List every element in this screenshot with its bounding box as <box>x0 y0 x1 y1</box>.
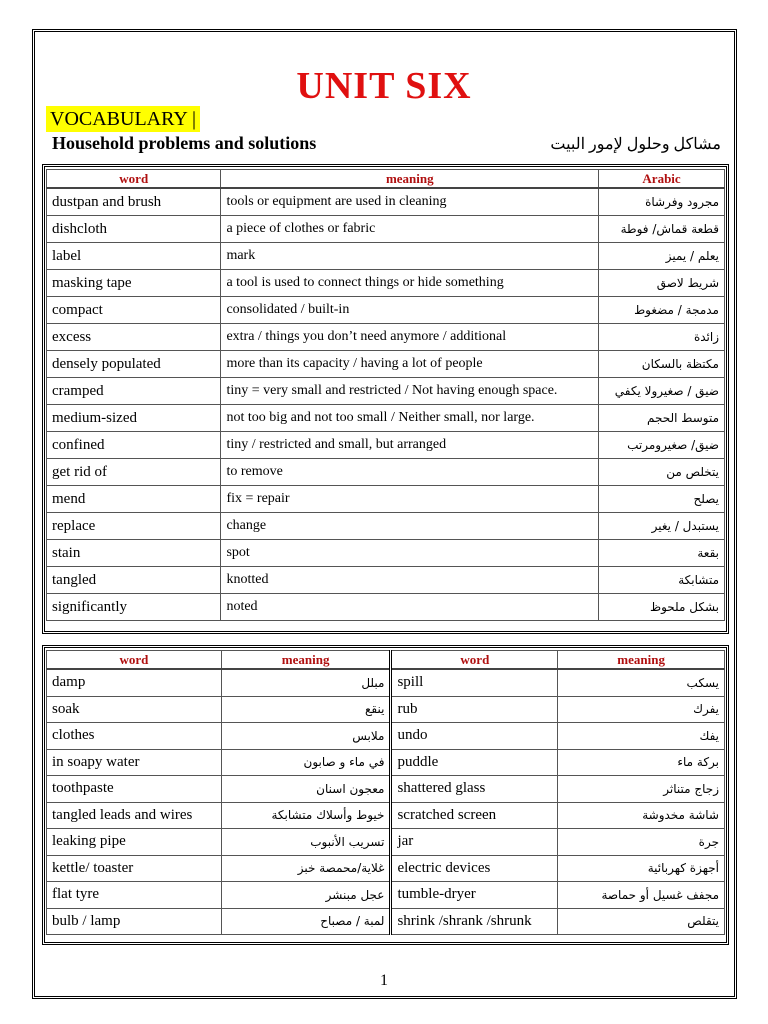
arabic-cell: بقعة <box>599 540 725 567</box>
table-row <box>47 459 725 486</box>
table-row <box>47 908 725 935</box>
word-cell-right: puddle <box>391 749 558 776</box>
meaning-cell: knotted <box>221 567 599 594</box>
meaning-cell-left: لمبة / مصباح <box>221 908 391 935</box>
arabic-cell: ضيق/ صغيرومرتب <box>599 432 725 459</box>
header-meaning: meaning <box>221 170 599 189</box>
unit-title: UNIT SIX <box>296 65 472 107</box>
arabic-cell: مدمجة / مضغوط <box>599 297 725 324</box>
word-cell-left: leaking pipe <box>47 829 222 856</box>
meaning-cell: spot <box>221 540 599 567</box>
word-cell-left: flat tyre <box>47 882 222 909</box>
table-row <box>47 696 725 723</box>
word-cell: label <box>47 243 221 270</box>
vocabulary-table <box>46 169 725 621</box>
word-cell-right: rub <box>391 696 558 723</box>
table-row <box>47 513 725 540</box>
table-row <box>47 297 725 324</box>
subtitle: Household problems and solutions <box>52 133 317 153</box>
arabic-cell: مجرود وفرشاة <box>599 188 725 216</box>
meaning-cell-left: غلاية/محمصة خبز <box>221 855 391 882</box>
word-cell: excess <box>47 324 221 351</box>
table-row <box>47 188 725 216</box>
meaning-cell-left: تسريب الأنبوب <box>221 829 391 856</box>
meaning-cell-left: ينقع <box>221 696 391 723</box>
table-header-row <box>47 651 725 670</box>
word-cell-right: spill <box>391 669 558 696</box>
meaning-cell-right: يتقلص <box>558 908 725 935</box>
arabic-cell: ضيق / صغيرولا يكفي <box>599 378 725 405</box>
word-cell-right: tumble-dryer <box>391 882 558 909</box>
word-cell-left: damp <box>47 669 222 696</box>
meaning-cell: extra / things you don’t need anymore / additional <box>221 324 599 351</box>
table-row <box>47 405 725 432</box>
meaning-cell: consolidated / built-in <box>221 297 599 324</box>
word-cell-right: shattered glass <box>391 776 558 803</box>
arabic-cell: مكتظة بالسكان <box>599 351 725 378</box>
meaning-cell-right: أجهزة كهربائية <box>558 855 725 882</box>
word-cell: dishcloth <box>47 216 221 243</box>
word-cell-right: undo <box>391 723 558 750</box>
meaning-cell: tiny / restricted and small, but arranged <box>221 432 599 459</box>
meaning-cell-right: يفك <box>558 723 725 750</box>
word-cell-right: jar <box>391 829 558 856</box>
word-cell: stain <box>47 540 221 567</box>
word-cell-right: scratched screen <box>391 802 558 829</box>
arabic-cell: زائدة <box>599 324 725 351</box>
arabic-cell: بشكل ملحوظ <box>599 594 725 621</box>
table-row <box>47 243 725 270</box>
word-cell: mend <box>47 486 221 513</box>
arabic-cell: يصلح <box>599 486 725 513</box>
subtitle-arabic: مشاكل وحلول لإمور البيت <box>550 136 721 153</box>
word-cell: significantly <box>47 594 221 621</box>
meaning-cell-left: مبلل <box>221 669 391 696</box>
meaning-cell-left: خيوط وأسلاك متشابكة <box>221 802 391 829</box>
table-row <box>47 324 725 351</box>
word-cell: medium-sized <box>47 405 221 432</box>
meaning-cell-left: عجل مبنشر <box>221 882 391 909</box>
meaning-cell: to remove <box>221 459 599 486</box>
meaning-cell-right: يسكب <box>558 669 725 696</box>
meaning-cell-right: شاشة مخدوشة <box>558 802 725 829</box>
header-word-right: word <box>391 651 558 670</box>
table-row <box>47 669 725 696</box>
table-row <box>47 567 725 594</box>
table-row <box>47 802 725 829</box>
table-row <box>47 855 725 882</box>
word-cell-left: clothes <box>47 723 222 750</box>
word-cell: masking tape <box>47 270 221 297</box>
arabic-cell: يعلم / يميز <box>599 243 725 270</box>
meaning-cell: noted <box>221 594 599 621</box>
table-row <box>47 829 725 856</box>
arabic-cell: متشابكة <box>599 567 725 594</box>
header-meaning-left: meaning <box>221 651 391 670</box>
table-row <box>47 216 725 243</box>
table-row <box>47 540 725 567</box>
page-number: 1 <box>380 972 388 989</box>
arabic-cell: يتخلص من <box>599 459 725 486</box>
header-meaning-right: meaning <box>558 651 725 670</box>
word-cell: replace <box>47 513 221 540</box>
table-row <box>47 351 725 378</box>
word-meaning-table <box>46 650 725 935</box>
word-cell: compact <box>47 297 221 324</box>
table-row <box>47 776 725 803</box>
meaning-cell: fix = repair <box>221 486 599 513</box>
meaning-cell-right: زجاج متناثر <box>558 776 725 803</box>
meaning-cell: not too big and not too small / Neither small, nor large. <box>221 405 599 432</box>
word-cell: densely populated <box>47 351 221 378</box>
meaning-cell-right: جرة <box>558 829 725 856</box>
word-cell-left: toothpaste <box>47 776 222 803</box>
table-row <box>47 882 725 909</box>
meaning-cell: tiny = very small and restricted / Not having enough space. <box>221 378 599 405</box>
word-cell-left: tangled leads and wires <box>47 802 222 829</box>
meaning-cell: a tool is used to connect things or hide something <box>221 270 599 297</box>
table-row <box>47 432 725 459</box>
header-arabic: Arabic <box>599 170 725 189</box>
arabic-cell: يستبدل / يغير <box>599 513 725 540</box>
word-cell-left: in soapy water <box>47 749 222 776</box>
table-row <box>47 486 725 513</box>
table-row <box>47 723 725 750</box>
meaning-cell-right: بركة ماء <box>558 749 725 776</box>
word-cell: get rid of <box>47 459 221 486</box>
header-word-left: word <box>47 651 222 670</box>
word-cell-left: bulb / lamp <box>47 908 222 935</box>
word-cell: cramped <box>47 378 221 405</box>
arabic-cell: متوسط الحجم <box>599 405 725 432</box>
section-label: VOCABULARY | <box>46 106 200 132</box>
meaning-cell: mark <box>221 243 599 270</box>
table-row <box>47 270 725 297</box>
arabic-cell: قطعة قماش/ فوطة <box>599 216 725 243</box>
table-row <box>47 378 725 405</box>
meaning-cell: tools or equipment are used in cleaning <box>221 188 599 216</box>
word-cell: confined <box>47 432 221 459</box>
word-cell-right: electric devices <box>391 855 558 882</box>
table-row <box>47 594 725 621</box>
header-word: word <box>47 170 221 189</box>
meaning-cell: more than its capacity / having a lot of people <box>221 351 599 378</box>
table-row <box>47 749 725 776</box>
word-cell: tangled <box>47 567 221 594</box>
arabic-cell: شريط لاصق <box>599 270 725 297</box>
meaning-cell-left: في ماء و صابون <box>221 749 391 776</box>
meaning-cell-right: مجفف غسيل أو حماصة <box>558 882 725 909</box>
meaning-cell-left: معجون اسنان <box>221 776 391 803</box>
table-header-row <box>47 170 725 189</box>
meaning-cell: change <box>221 513 599 540</box>
meaning-cell-left: ملابس <box>221 723 391 750</box>
word-cell-right: shrink /shrank /shrunk <box>391 908 558 935</box>
word-cell: dustpan and brush <box>47 188 221 216</box>
word-cell-left: soak <box>47 696 222 723</box>
word-cell-left: kettle/ toaster <box>47 855 222 882</box>
meaning-cell: a piece of clothes or fabric <box>221 216 599 243</box>
meaning-cell-right: يفرك <box>558 696 725 723</box>
